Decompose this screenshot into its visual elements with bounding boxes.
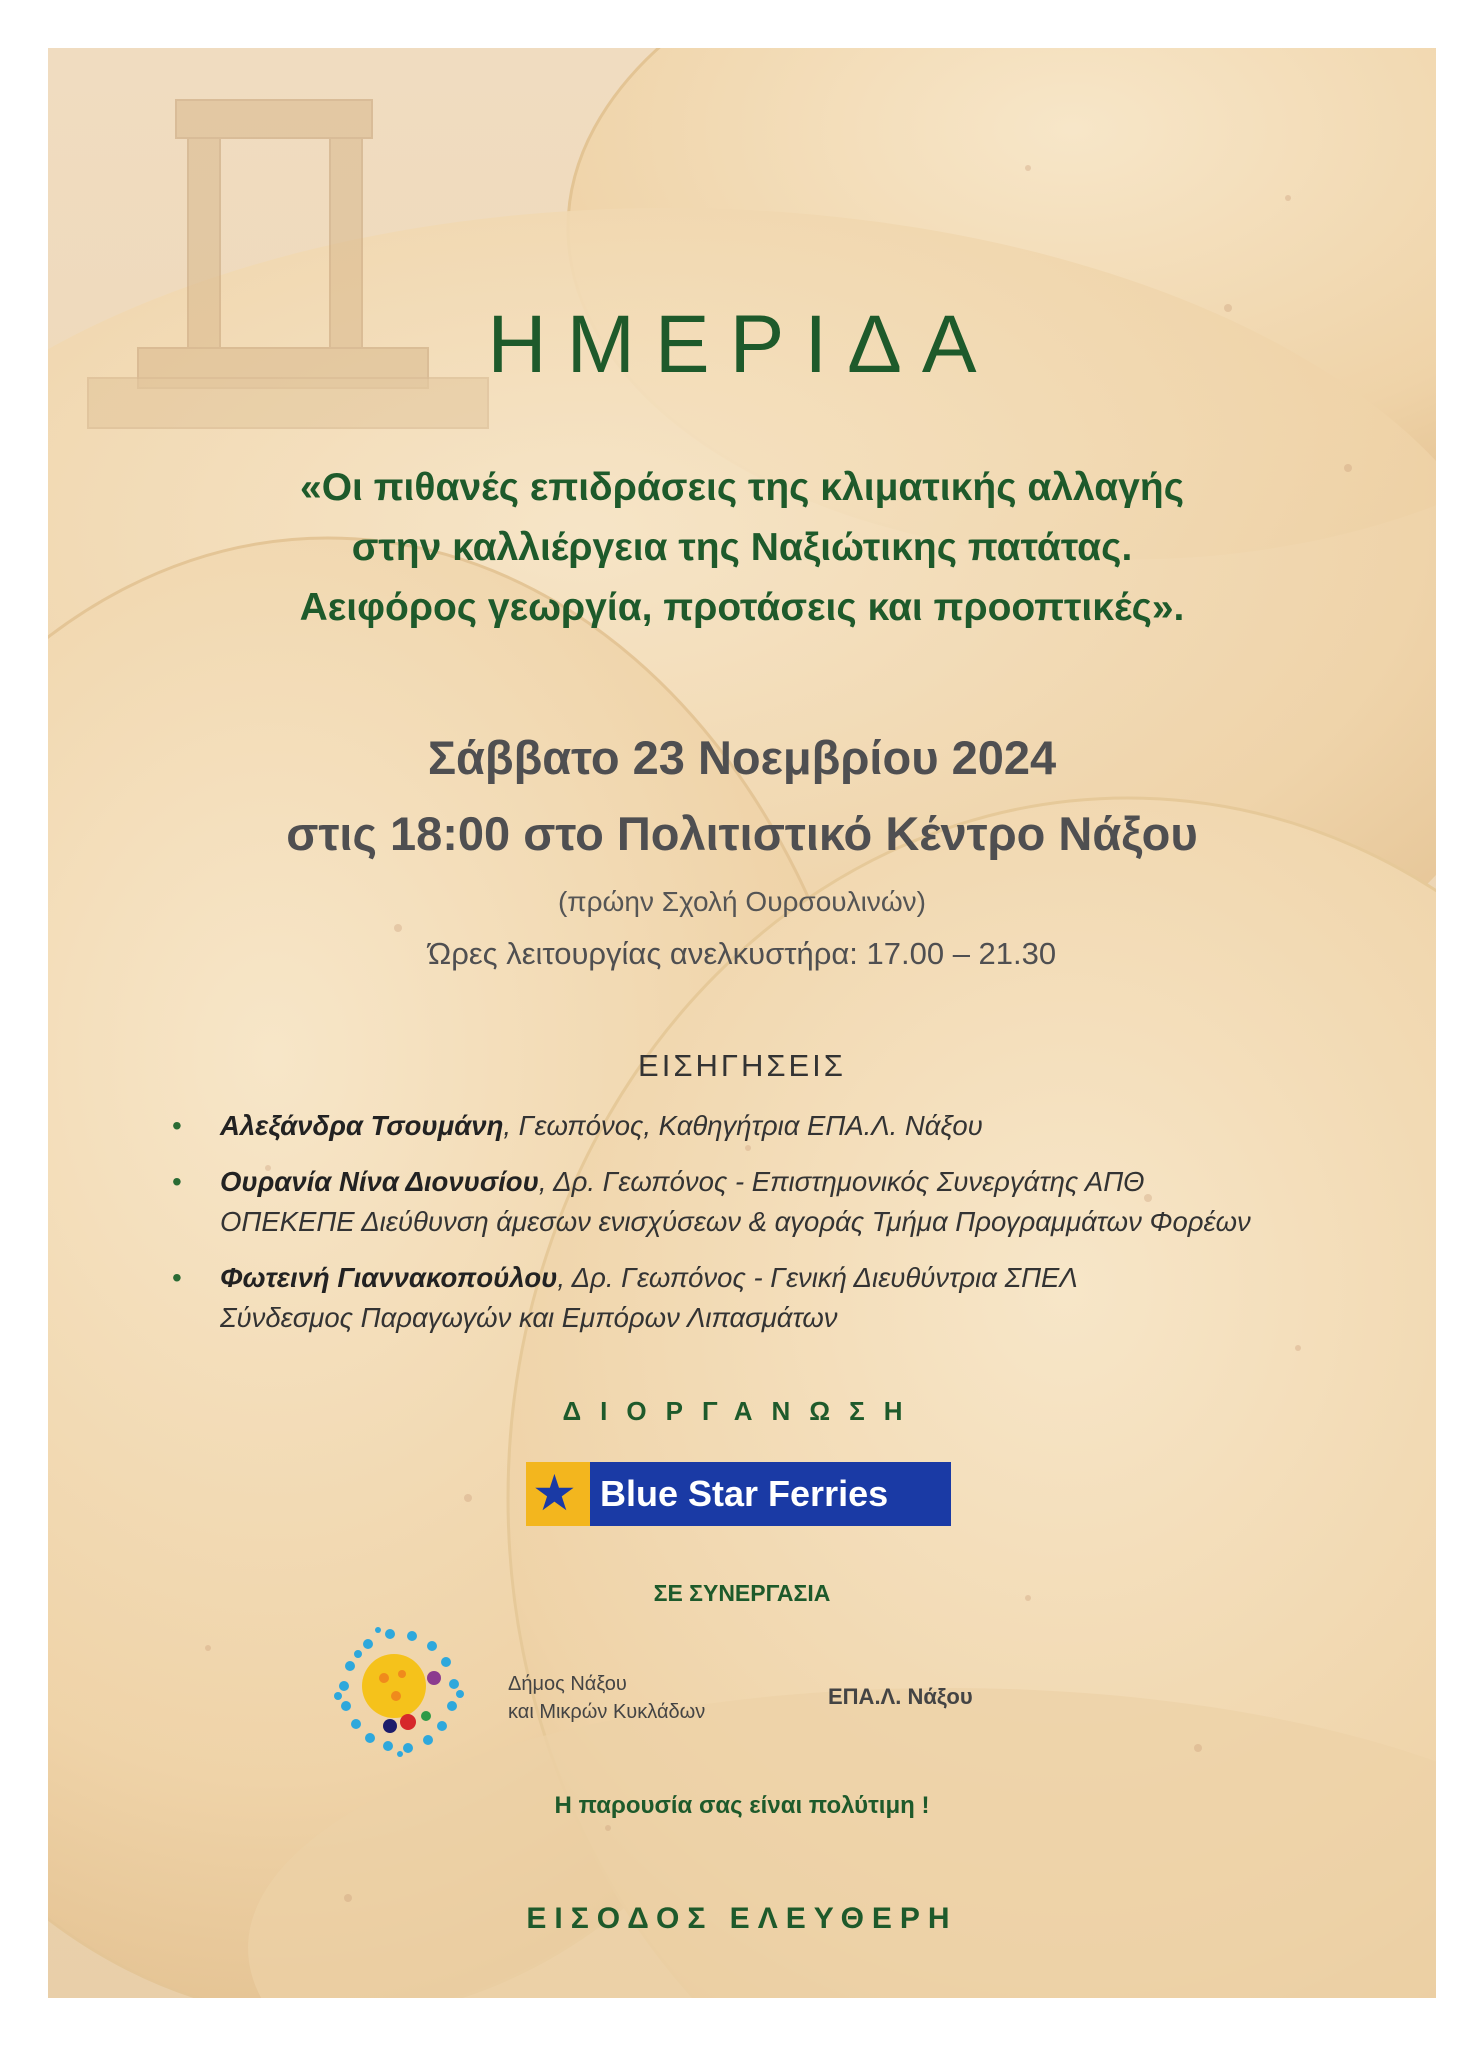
bullet-icon: • bbox=[172, 1110, 182, 1141]
elevator-hours: Ώρες λειτουργίας ανελκυστήρα: 17.00 – 21.30 bbox=[427, 936, 1057, 971]
logo-yellow-block bbox=[526, 1462, 590, 1526]
subtitle-line: στην καλλιέργεια της Ναξιώτικης πατάτας. bbox=[351, 526, 1133, 569]
speaker-role: , Δρ. Γεωπόνος - Γενική Διευθύντρια ΣΠΕΛ bbox=[557, 1262, 1078, 1293]
speakers-heading: ΕΙΣΗΓΗΣΕΙΣ bbox=[638, 1048, 846, 1083]
cooperation-heading: ΣΕ ΣΥΝΕΡΓΑΣΙΑ bbox=[653, 1580, 831, 1606]
speaker-item bbox=[168, 1162, 1408, 1242]
speaker-item bbox=[168, 1258, 1408, 1338]
speakers-list bbox=[168, 1106, 1408, 1354]
event-date: Σάββατο 23 Νοεμβρίου 2024 bbox=[427, 731, 1057, 784]
blue-star-ferries-logo bbox=[526, 1462, 951, 1526]
star-icon: ★ bbox=[532, 1464, 577, 1522]
event-title: ΗΜΕΡΙΔΑ bbox=[487, 299, 997, 390]
speaker-name: Αλεξάνδρα Τσουμάνη bbox=[220, 1110, 504, 1141]
poster-content bbox=[48, 48, 1436, 1998]
speaker-item bbox=[168, 1106, 1408, 1146]
partner-name-line: Δήμος Νάξου bbox=[508, 1673, 627, 1695]
speaker-name: Ουρανία Νίνα Διονυσίου bbox=[220, 1166, 539, 1197]
venue-former-name: (πρώην Σχολή Ουρσουλινών) bbox=[557, 886, 927, 917]
presence-message: Η παρουσία σας είναι πολύτιμη ! bbox=[554, 1792, 930, 1819]
event-location: στις 18:00 στο Πολιτιστικό Κέντρο Νάξου bbox=[286, 807, 1198, 860]
partner-name-line: και Μικρών Κυκλάδων bbox=[508, 1701, 706, 1723]
event-date-location bbox=[48, 720, 1436, 872]
organization-heading: ΔΙΟΡΓΑΝΩΣΗ bbox=[562, 1396, 922, 1426]
dimos-naxou-name bbox=[508, 1670, 705, 1726]
epal-naxou-name: ΕΠΑ.Λ. Νάξου bbox=[828, 1684, 973, 1709]
free-entry-notice: ΕΙΣΟΔΟΣ ΕΛΕΥΘΕΡΗ bbox=[526, 1902, 958, 1935]
bullet-icon: • bbox=[172, 1166, 182, 1197]
subtitle-line: «Οι πιθανές επιδράσεις της κλιματικής αλλαγής bbox=[300, 466, 1184, 509]
bullet-icon: • bbox=[172, 1262, 182, 1293]
poster bbox=[48, 48, 1436, 1998]
subtitle-line: Αειφόρος γεωργία, προτάσεις και προοπτικές». bbox=[299, 586, 1185, 629]
dimos-naxou-logo bbox=[330, 1626, 468, 1758]
organizer-logo-text: Blue Star Ferries bbox=[600, 1473, 889, 1514]
speaker-affiliation: ΟΠΕΚΕΠΕ Διεύθυνση άμεσων ενισχύσεων & αγοράς Τμήμα Προγραμμάτων Φορέων bbox=[220, 1206, 1251, 1237]
speaker-role: , Δρ. Γεωπόνος - Επιστημονικός Συνεργάτης ΑΠΘ bbox=[538, 1166, 1145, 1197]
event-subtitle bbox=[48, 458, 1436, 638]
speaker-affiliation: Σύνδεσμος Παραγωγών και Εμπόρων Λιπασμάτων bbox=[220, 1302, 838, 1333]
speaker-name: Φωτεινή Γιαννακοπούλου bbox=[220, 1262, 558, 1293]
speaker-role: , Γεωπόνος, Καθηγήτρια ΕΠΑ.Λ. Νάξου bbox=[503, 1110, 983, 1141]
